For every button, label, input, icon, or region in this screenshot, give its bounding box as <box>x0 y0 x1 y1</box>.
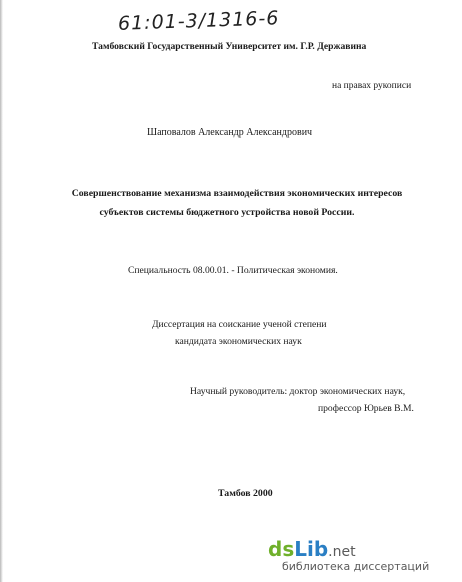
scan-shadow-edge <box>0 0 3 582</box>
thesis-title-line-1: Совершенствование механизма взаимодействия экономических интересов <box>71 188 403 199</box>
degree-line-1: Диссертация на соискание ученой степени <box>152 319 327 330</box>
manuscript-rights-note: на правах рукописи <box>332 81 412 91</box>
advisor-line-1: Научный руководитель: доктор экономических наук, <box>190 386 406 397</box>
dslib-logo <box>268 536 356 562</box>
handwritten-catalog-code: 61:01-3/1316-6 <box>117 7 280 35</box>
advisor-line-2: профессор Юрьев В.М. <box>318 403 414 414</box>
dslib-watermark <box>268 536 444 576</box>
university-name: Тамбовский Государственный Университет им. Г.Р. Державина <box>92 41 367 52</box>
thesis-title-line-2: субъектов системы бюджетного устройства новой России. <box>99 207 355 218</box>
specialty-line: Специальность 08.00.01. - Политическая экономия. <box>128 265 338 276</box>
city-and-year: Тамбов 2000 <box>218 488 273 499</box>
dslib-subtitle: библиотека диссертаций <box>282 560 430 573</box>
author-name: Шаповалов Александр Александрович <box>147 127 313 138</box>
degree-line-2: кандидата экономических наук <box>175 336 302 347</box>
svg-text:dsLib.net: dsLib.net <box>268 537 356 561</box>
